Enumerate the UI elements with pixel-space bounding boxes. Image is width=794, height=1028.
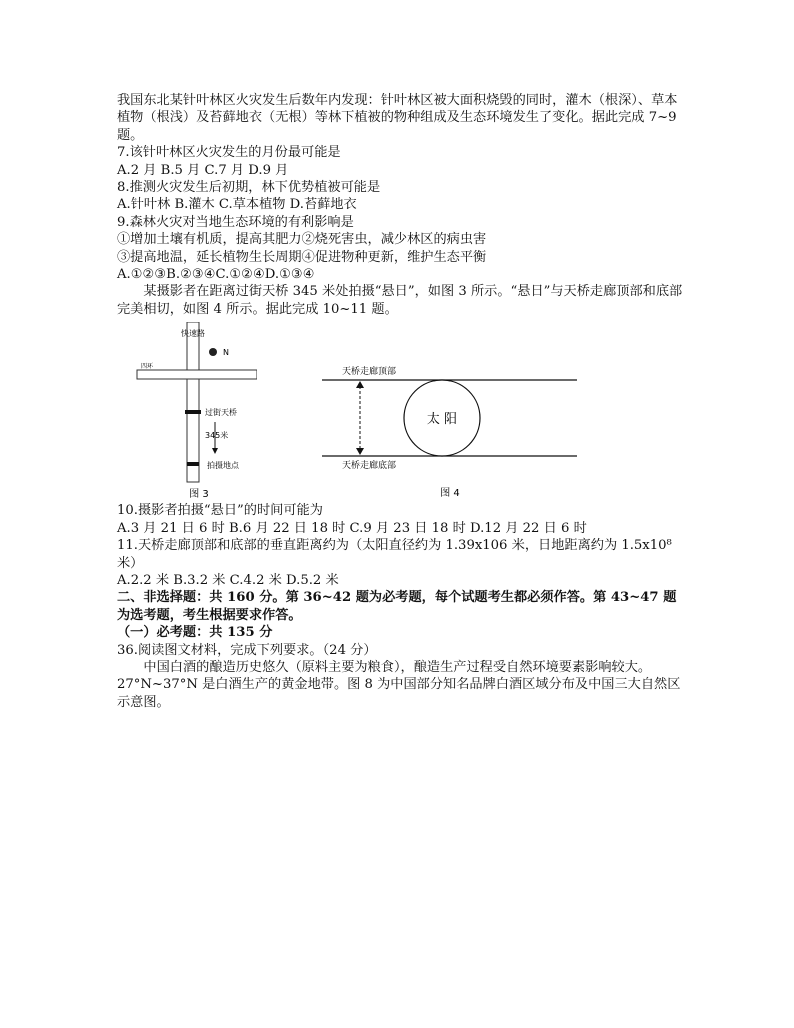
- q9-options: A.①②③B.②③④C.①②④D.①③④: [117, 267, 315, 283]
- figures-row: [117, 322, 687, 500]
- q9-line1: ①增加土壤有机质，提高其肥力②烧死害虫，减少林区的病虫害: [117, 232, 487, 248]
- intro-10-11: 某摄影者在距离过街天桥 345 米处拍摄“悬日”，如图 3 所示。“悬日”与天桥走廊顶部和底部完美相切，如图 4 所示。据此完成 10~11 题。: [117, 284, 683, 317]
- figure-3-caption: 图 3: [189, 489, 209, 501]
- height-arrow-bottom: [356, 448, 364, 455]
- corridor-bottom-label: 天桥走廊底部: [342, 461, 397, 472]
- north-arrow-icon: [209, 348, 217, 356]
- bridge-label: 过街天桥: [205, 408, 237, 418]
- q9-line2: ③提高地温，延长植物生长周期④促进物种更新，维护生态平衡: [117, 249, 487, 265]
- section-2-title: 二、非选择题：共 160 分。第 36~42 题为必考题，每个试题考生都必须作答。第 43~47 题为选考题，考生根据要求作答。: [117, 590, 677, 623]
- sun-label: 太 阳: [426, 412, 458, 428]
- figure-4-caption: 图 4: [440, 488, 460, 500]
- height-arrow-top: [356, 381, 364, 388]
- north-label: N: [223, 348, 229, 358]
- shoot-label: 拍摄地点: [207, 461, 239, 471]
- q7-options: A.2 月 B.5 月 C.7 月 D.9 月: [117, 162, 289, 178]
- q7-stem: 7.该针叶林区火灾发生的月份最可能是: [117, 145, 341, 161]
- bridge-marker: [185, 410, 201, 414]
- q36-stem: 36.阅读图文材料，完成下列要求。（24 分）: [117, 642, 377, 658]
- expressway-road: [187, 322, 199, 482]
- distance-label: 345米: [205, 431, 229, 441]
- q8-options: A.针叶林 B.灌木 C.草本植物 D.苔藓地衣: [117, 197, 357, 213]
- q11-stem: 11.天桥走廊顶部和底部的垂直距离约为（太阳直径约为 1.39x106 米，日地距离约为 1.5x10⁸ 米）: [117, 538, 672, 571]
- q10-stem: 10.摄影者拍摄“悬日”的时间可能为: [117, 503, 323, 519]
- road-char-1: 快速路: [181, 329, 205, 339]
- q11-options: A.2.2 米 B.3.2 米 C.4.2 米 D.5.2 米: [117, 572, 339, 588]
- figure-3: [117, 322, 257, 500]
- intro-7-9: 我国东北某针叶林区火灾发生后数年内发现：针叶林区被大面积烧毁的同时，灌木（根深）、草本植物（根浅）及苔藓地衣（无根）等林下植被的物种组成及生态环境发生了变化。据此完成 7~9 题。: [117, 93, 678, 143]
- q8-stem: 8.推测火灾发生后初期，林下优势植被可能是: [117, 180, 381, 196]
- expressway-label: [181, 328, 205, 338]
- q10-options: A.3 月 21 日 6 时 B.6 月 22 日 18 时 C.9 月 23 日 18 时 D.12 月 22 日 6 时: [117, 520, 587, 536]
- distance-arrowhead: [212, 448, 218, 454]
- figure-4: [322, 330, 577, 500]
- q36-paragraph: 中国白酒的酿造历史悠久（原料主要为粮食），酿造生产过程受自然环境要素影响较大。27°N~37°N 是白酒生产的黄金地带。图 8 为中国部分知名品牌白酒区域分布及中国三大自然区示意图。: [117, 659, 681, 710]
- ring-road-label: 四环: [140, 363, 154, 371]
- exam-page: [117, 92, 687, 711]
- section-2-sub: （一）必考题：共 135 分: [117, 625, 273, 641]
- shoot-point-marker: [187, 462, 199, 466]
- corridor-top-label: 天桥走廊顶部: [342, 367, 397, 378]
- q9-stem: 9.森林火灾对当地生态环境的有利影响是: [117, 214, 354, 230]
